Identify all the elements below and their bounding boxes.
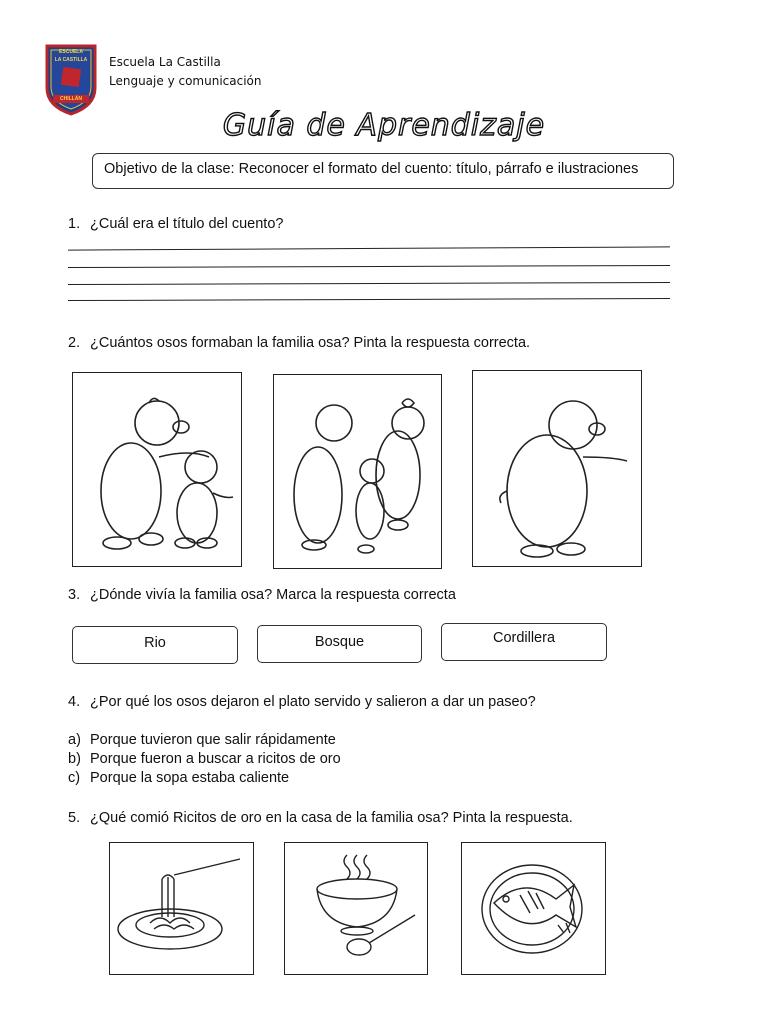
logo-text-top: ESCUELA	[59, 49, 83, 55]
question-4	[68, 694, 536, 710]
logo-text-mid: LA CASTILLA	[54, 57, 88, 63]
alternative-text: Porque fueron a buscar a ricitos de oro	[90, 751, 341, 767]
three-bears-illustration[interactable]	[273, 374, 442, 569]
logo-text-bottom: CHILLÁN	[60, 96, 82, 102]
question-5	[68, 810, 573, 826]
alternative-letter: a)	[68, 732, 81, 748]
fish-plate-icon	[462, 843, 605, 974]
option-cordillera[interactable]: Cordillera	[441, 623, 607, 661]
option-bosque[interactable]: Bosque	[257, 625, 422, 663]
alternative-letter: b)	[68, 751, 81, 767]
page-title: Guía de Aprendizaje	[222, 108, 546, 143]
soup-bowl-illustration[interactable]	[284, 842, 428, 975]
alternative-a[interactable]	[68, 732, 336, 748]
answer-line[interactable]	[68, 298, 670, 301]
question-text: ¿Dónde vivía la familia osa? Marca la respuesta correcta	[90, 587, 456, 603]
question-number: 5.	[68, 810, 81, 826]
answer-line[interactable]	[68, 265, 670, 268]
alternative-text: Porque tuvieron que salir rápidamente	[90, 732, 336, 748]
answer-line[interactable]	[68, 246, 670, 250]
spaghetti-icon	[110, 843, 253, 974]
alternative-text: Porque la sopa estaba caliente	[90, 770, 290, 786]
one-bear-illustration[interactable]	[472, 370, 642, 567]
question-3	[68, 587, 456, 603]
question-number: 2.	[68, 335, 81, 351]
alternative-letter: c)	[68, 770, 81, 786]
question-number: 4.	[68, 694, 81, 710]
three-bears-icon	[274, 375, 441, 568]
two-bears-icon	[73, 373, 241, 566]
alternative-c[interactable]	[68, 770, 289, 786]
question-text: ¿Cuál era el título del cuento?	[90, 216, 284, 232]
alternative-b[interactable]	[68, 751, 341, 767]
question-text: ¿Cuántos osos formaban la familia osa? Pinta la respuesta correcta.	[90, 335, 531, 351]
question-2	[68, 335, 530, 351]
answer-line[interactable]	[68, 282, 670, 285]
question-number: 1.	[68, 216, 81, 232]
school-logo	[45, 44, 97, 116]
fish-plate-illustration[interactable]	[461, 842, 606, 975]
option-rio[interactable]: Rio	[72, 626, 238, 664]
objective-box: Objetivo de la clase: Reconocer el formato del cuento: título, párrafo e ilustraciones	[92, 153, 674, 189]
question-number: 3.	[68, 587, 81, 603]
question-text: ¿Por qué los osos dejaron el plato servido y salieron a dar un paseo?	[90, 694, 536, 710]
school-name: Escuela La Castilla	[109, 55, 221, 69]
one-bear-icon	[473, 371, 641, 566]
soup-bowl-icon	[285, 843, 427, 974]
question-1	[68, 216, 283, 232]
question-text: ¿Qué comió Ricitos de oro en la casa de la familia osa? Pinta la respuesta.	[90, 810, 573, 826]
spaghetti-plate-illustration[interactable]	[109, 842, 254, 975]
two-bears-illustration[interactable]	[72, 372, 242, 567]
subject-name: Lenguaje y comunicación	[109, 74, 262, 88]
